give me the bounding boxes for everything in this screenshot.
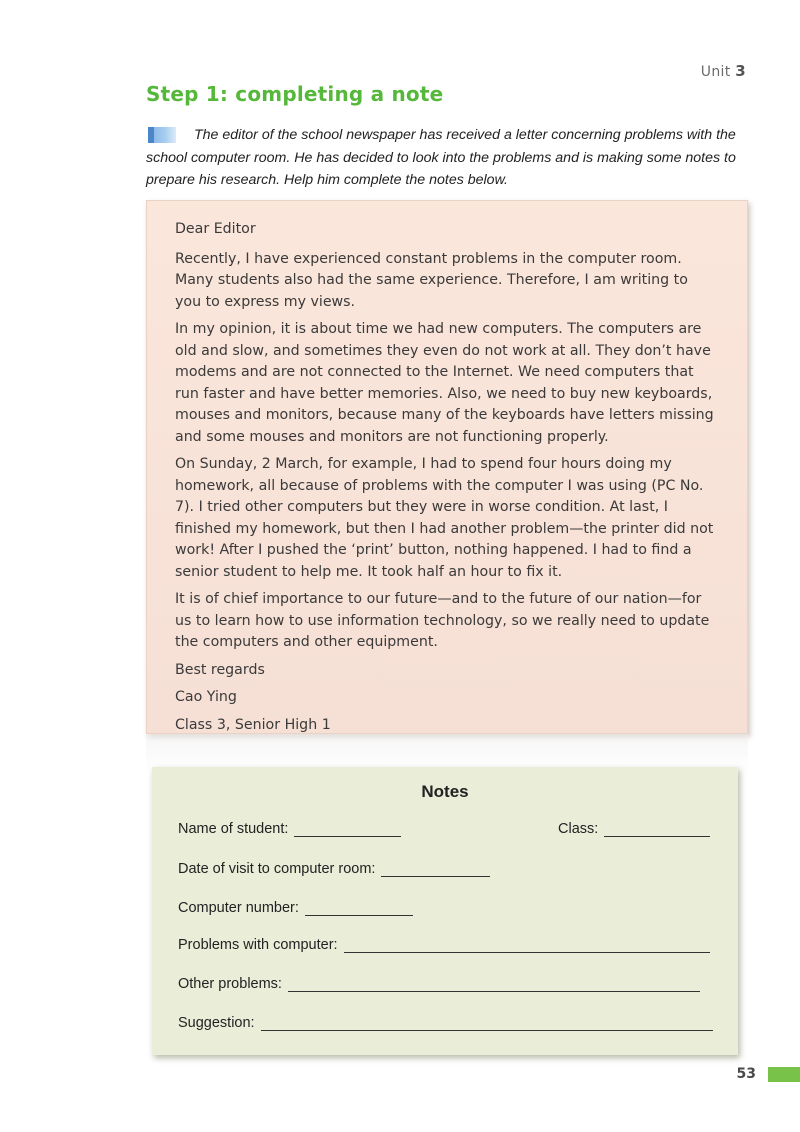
date-blank[interactable]	[381, 862, 490, 877]
unit-number: 3	[735, 62, 746, 80]
unit-label-text: Unit	[700, 64, 731, 80]
problems-blank[interactable]	[344, 938, 710, 953]
step-title: Step 1: completing a note	[146, 82, 444, 106]
computer-field	[178, 900, 413, 916]
other-field	[178, 976, 700, 992]
date-label: Date of visit to computer room:	[178, 861, 376, 877]
page-number: 53	[736, 1066, 756, 1082]
suggestion-label: Suggestion:	[178, 1015, 255, 1031]
letter-paragraph-4: It is of chief importance to our future—and to the future of our nation—for us to learn how to use information technology, so we really need to update the computers and other equipment.	[175, 591, 710, 650]
computer-label: Computer number:	[178, 900, 299, 916]
other-label: Other problems:	[178, 976, 282, 992]
suggestion-field	[178, 1015, 713, 1031]
letter-signature: Cao Ying	[175, 689, 237, 705]
letter-box	[146, 200, 748, 734]
name-label: Name of student:	[178, 821, 289, 837]
letter-salutation: Dear Editor	[175, 221, 256, 237]
letter-class-line: Class 3, Senior High 1	[175, 716, 331, 733]
notes-title: Notes	[421, 782, 469, 801]
letter-paragraph-3: On Sunday, 2 March, for example, I had to spend four hours doing my homework, all because of problems with the computer I was using (PC No. 7). I tried other computers but they were in worse condition. At last, I finished my homework, but then I had another problem—the printer did not work! After I pushed the ‘print’ button, nothing happened. I had to find a senior student to help me. It took half an hour to fix it.	[175, 456, 714, 580]
class-label: Class:	[558, 821, 599, 837]
unit-label	[701, 62, 746, 80]
date-field	[178, 861, 490, 877]
other-blank[interactable]	[288, 977, 700, 992]
letter-closing: Best regards	[175, 661, 265, 678]
class-field	[558, 821, 710, 837]
instruction-text: The editor of the school newspaper has received a letter concerning problems with the school computer room. He has decided to look into the problems and is making some notes to prepare his research. Help him complete the notes below.	[146, 127, 736, 188]
page-accent-bar	[764, 1067, 800, 1082]
problems-field	[178, 937, 710, 953]
name-blank[interactable]	[294, 822, 401, 837]
computer-blank[interactable]	[305, 901, 413, 916]
suggestion-blank[interactable]	[261, 1016, 713, 1031]
problems-label: Problems with computer:	[178, 937, 338, 953]
letter-paragraph-2: In my opinion, it is about time we had new computers. The computers are old and slow, and sometimes they even do not work at all. They don’t have modems and are not connected to the Internet. We need computers that run faster and have better memories. Also, we need to buy new keyboards, mouses and monitors, because many of the keyboards have letters missing and some mouses and monitors are not functioning properly.	[175, 321, 714, 445]
name-field	[178, 821, 401, 837]
letter-paragraph-1: Recently, I have experienced constant problems in the computer room. Many students also had the same experience. Therefore, I am writing to you to express my views.	[175, 250, 688, 310]
notes-panel	[152, 767, 738, 1055]
class-blank[interactable]	[604, 822, 710, 837]
